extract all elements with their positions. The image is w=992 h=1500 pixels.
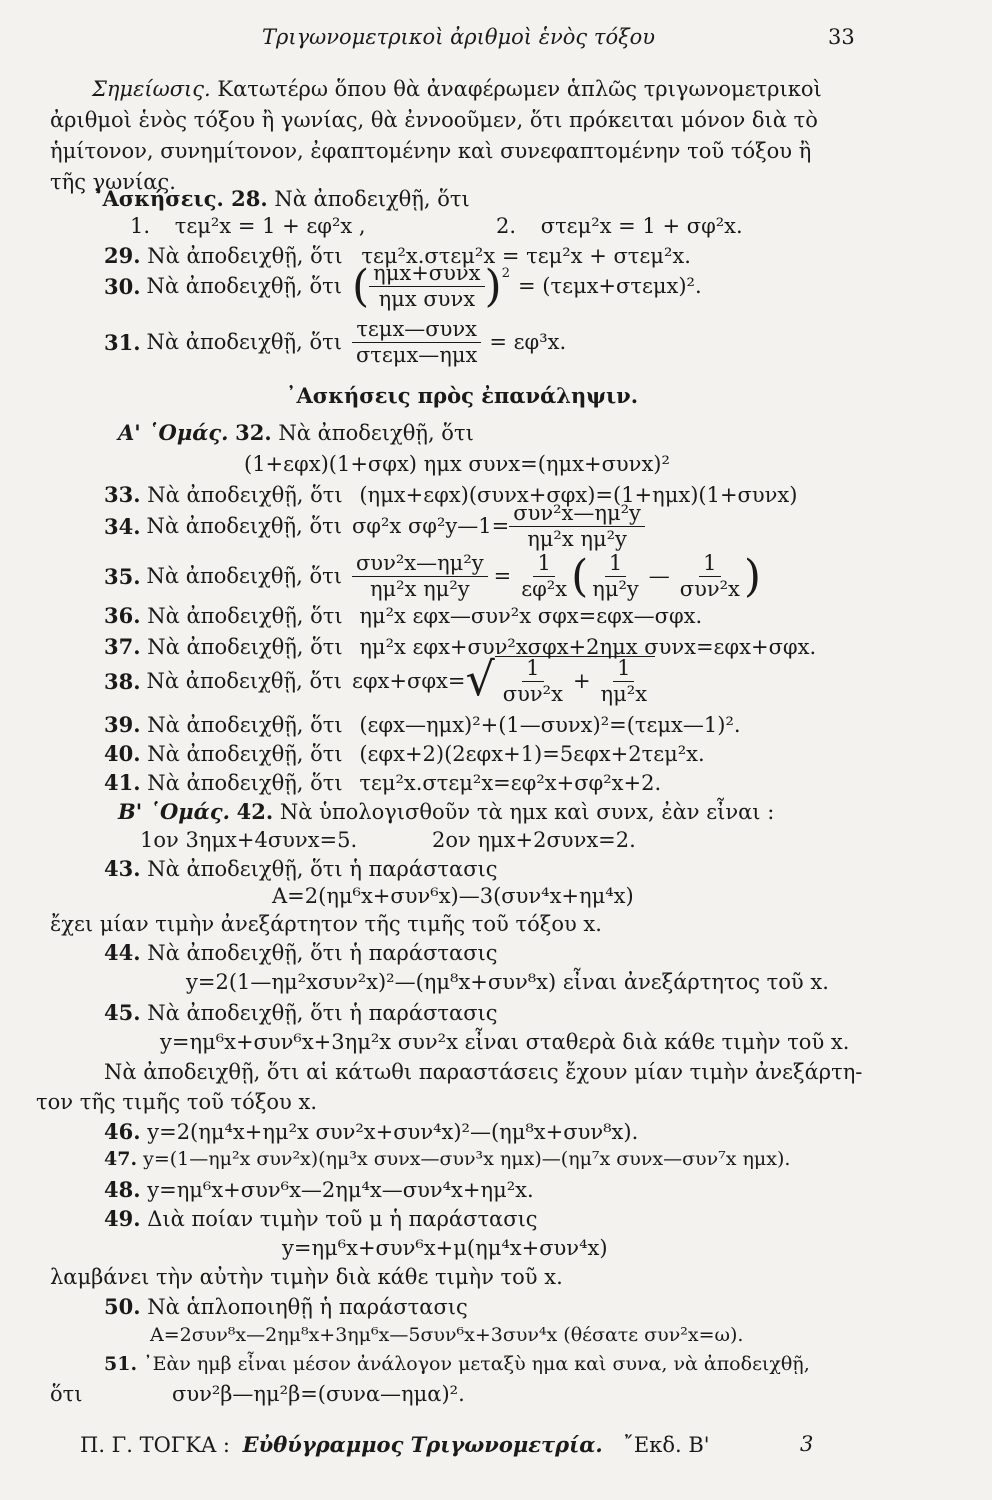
exercise-lhs: εφx+σφx= — [351, 668, 466, 693]
denominator: ημ²x ημ²y — [527, 527, 627, 552]
exercise-51-formula: συν²β—ημ²β=(συνα—ημα)². — [172, 1382, 465, 1406]
footer — [80, 1432, 710, 1458]
exercise-number: 33. — [104, 482, 141, 507]
numerator: ημx+συνx — [369, 262, 484, 287]
exercise-40 — [104, 741, 705, 767]
exercise-prove-text: Νὰ ἀποδειχθῇ, ὅτι — [147, 713, 343, 737]
exercise-number: 39. — [104, 712, 141, 737]
exercise-formula: (ημx+εφx)(συνx+σφx)=(1+ημx)(1+συνx) — [359, 483, 798, 507]
exercise-rhs: = (τεμx+στεμx)². — [517, 274, 702, 298]
exercise-prove-text: Νὰ ἀποδειχθῇ, ὅτι — [146, 274, 342, 298]
exercise-47 — [104, 1148, 790, 1171]
exercise-36 — [104, 603, 702, 629]
exercise-39 — [104, 712, 741, 738]
exercise-32-formula: (1+εφx)(1+σφx) ημx συνx=(ημx+συνx)² — [244, 452, 670, 476]
exercise-prove-text: Νὰ ἀποδειχθῇ, ὅτι — [147, 244, 343, 268]
exercise-51 — [104, 1353, 810, 1376]
radicand — [495, 656, 655, 706]
exercise-rhs: = εφ³x. — [489, 330, 567, 354]
exercise-28-2-num: 2. — [496, 214, 517, 238]
denominator: εφ²x — [521, 577, 568, 602]
exercise-number: 29. — [104, 243, 141, 268]
exercise-number: 48. — [104, 1177, 141, 1202]
equals-sign: = — [493, 564, 512, 588]
fraction — [352, 552, 488, 601]
exercise-formula: y=(1—ημ²x συν²x)(ημ³x συνx—συν³x ημx)—(ημ⁷x συνx—συν⁷x ημx). — [143, 1148, 791, 1170]
exercise-50 — [104, 1294, 468, 1320]
exercise-50-formula: Α=2συν⁸x—2ημ⁸x+3ημ⁶x—5συν⁶x+3συν⁴x (θέσατε συν²x=ω). — [150, 1324, 744, 1346]
numerator: 1 — [605, 552, 626, 577]
fraction — [517, 552, 571, 601]
exercise-35 — [104, 552, 761, 601]
right-paren: ) — [743, 550, 762, 602]
exercise-number: 31. — [104, 330, 141, 355]
numerator: 1 — [522, 657, 543, 682]
exercise-30 — [104, 262, 702, 311]
page-number: 33 — [828, 25, 855, 49]
right-paren: ) — [484, 260, 502, 312]
fraction — [352, 318, 481, 367]
exercise-number: 36. — [104, 603, 141, 628]
exercise-number: 44. — [104, 940, 141, 965]
exercise-prove-text: Νὰ ἀποδειχθῇ, ὅτι — [278, 421, 474, 445]
exercise-number: 42. — [236, 799, 274, 824]
exercise-prove-text: Νὰ ἀποδειχθῇ, ὅτι — [147, 483, 343, 507]
exercise-28-1-formula: τεμ²x = 1 + εφ²x , — [174, 214, 366, 238]
exercise-42-case-1: 1ον 3ημx+4συνx=5. — [140, 828, 358, 852]
fraction — [588, 552, 643, 601]
group-b-label: Β' ῾Ομάς. — [118, 799, 230, 824]
exercise-28-2-formula: στεμ²x = 1 + σφ²x. — [540, 214, 743, 238]
footer-edition: ῎Εκδ. Β' — [623, 1433, 710, 1457]
fraction — [509, 502, 645, 551]
exercise-number: 34. — [104, 514, 141, 539]
exercise-number: 30. — [104, 274, 141, 299]
note-line-4: τῆς γωνίας. — [50, 170, 176, 194]
exercise-formula: τεμ²x.στεμ²x=εφ²x+σφ²x+2. — [359, 771, 662, 795]
square-root — [465, 652, 655, 707]
exercise-43 — [104, 856, 498, 882]
numerator: συν²x—ημ²y — [509, 502, 645, 527]
denominator: ημ²y — [592, 577, 639, 602]
exercise-text: ᾿Εὰν ημβ εἶναι μέσον ἀνάλογον μεταξὺ ημα καὶ συνα, νὰ ἀποδειχθῇ, — [143, 1353, 810, 1375]
exercise-text: Νὰ ἀποδειχθῇ, ὅτι ἡ παράστασις — [147, 857, 498, 881]
denominator: στεμx—ημx — [355, 343, 478, 368]
exercise-formula: y=ημ⁶x+συν⁶x—2ημ⁴x—συν⁴x+ημ²x. — [147, 1178, 534, 1202]
exercise-42-case-2: 2ον ημx+2συνx=2. — [432, 828, 636, 852]
exercise-number: 46. — [104, 1119, 141, 1144]
minus-sign: — — [648, 564, 670, 588]
exponent: 2 — [501, 266, 510, 281]
exercise-prove-text: Νὰ ἀποδειχθῇ, ὅτι — [146, 668, 342, 693]
numerator: τεμx—συνx — [352, 318, 481, 343]
exercise-number: 35. — [104, 564, 141, 589]
exercise-48 — [104, 1177, 534, 1203]
exercise-number: 32. — [235, 420, 272, 445]
group-a-label: Α' ῾Ομάς. — [118, 420, 229, 445]
fraction — [499, 657, 567, 706]
exercise-number: 40. — [104, 741, 141, 766]
exercise-formula: τεμ²x.στεμ²x = τεμ²x + στεμ²x. — [361, 244, 691, 268]
exercise-44 — [104, 940, 498, 966]
exercise-number: 37. — [104, 634, 141, 659]
exercise-formula: (εφx+2)(2εφx+1)=5εφx+2τεμ²x. — [359, 742, 705, 766]
exercise-45 — [104, 1000, 498, 1026]
fraction — [369, 262, 484, 311]
exercise-41 — [104, 770, 661, 796]
exercises-label: ᾿Ασκήσεις. 28. — [92, 186, 268, 211]
exercise-32 — [118, 420, 474, 446]
denominator: συν²x — [502, 682, 563, 707]
exercise-51-oti: ὅτι — [50, 1382, 83, 1406]
note-text-1: Κατωτέρω ὅπου θὰ ἀναφέρωμεν ἁπλῶς τριγωνομετρικοὶ — [217, 77, 822, 101]
exercise-34 — [104, 502, 645, 551]
exercise-prove-text: Νὰ ἀποδειχθῇ, ὅτι — [146, 514, 342, 538]
exercise-prove-text: Νὰ ἀποδειχθῇ, ὅτι — [146, 330, 342, 354]
denominator: ημ²x — [600, 682, 648, 707]
exercise-43-continuation: ἔχει μίαν τιμὴν ἀνεξάρτητον τῆς τιμῆς τοῦ τόξου x. — [50, 912, 602, 936]
exercise-number: 47. — [104, 1148, 138, 1170]
exercise-38 — [104, 652, 655, 707]
exercise-49-formula: y=ημ⁶x+συν⁶x+μ(ημ⁴x+συν⁴x) — [282, 1236, 608, 1260]
exercise-formula: ημ²x εφx—συν²x σφx=εφx—σφx. — [359, 604, 703, 628]
exercise-28-1-num: 1. — [130, 214, 151, 238]
review-heading: ᾿Ασκήσεις πρὸς ἐπανάληψιν. — [286, 383, 639, 408]
exercise-number: 45. — [104, 1000, 141, 1025]
exercise-prove-text: Νὰ ἀποδειχθῇ, ὅτι — [147, 742, 343, 766]
exercise-number: 49. — [104, 1206, 141, 1231]
left-paren: ( — [351, 260, 370, 312]
exercise-text: Νὰ ἀποδειχθῇ, ὅτι ἡ παράστασις — [147, 941, 498, 965]
exercise-prove-text: Νὰ ἀποδειχθῇ, ὅτι — [147, 635, 343, 659]
exercise-text: Νὰ ἀποδειχθῇ, ὅτι ἡ παράστασις — [147, 1001, 498, 1025]
exercise-text: Νὰ ἁπλοποιηθῇ ἡ παράστασις — [147, 1295, 468, 1319]
exercise-number: 50. — [104, 1294, 141, 1319]
exercise-prove-text: Νὰ ἀποδειχθῇ, ὅτι — [147, 771, 343, 795]
note-label: Σημείωσις. — [92, 77, 211, 101]
denominator: συν²x — [679, 577, 740, 602]
exercise-formula: y=2(ημ⁴x+ημ²x συν²x+συν⁴x)²—(ημ⁸x+συν⁸x). — [147, 1120, 639, 1144]
exercise-49-continuation: λαμβάνει τὴν αὐτὴν τιμὴν διὰ κάθε τιμὴν τοῦ x. — [50, 1265, 563, 1289]
paragraph-line-2: τον τῆς τιμῆς τοῦ τόξου x. — [36, 1090, 317, 1114]
exercise-44-formula: y=2(1—ημ²xσυν²x)²—(ημ⁸x+συν⁸x) εἶναι ἀνεξάρτητος τοῦ x. — [186, 970, 829, 994]
exercise-formula: (εφx—ημx)²+(1—συνx)²=(τεμx—1)². — [359, 713, 741, 737]
denominator: ημx συνx — [378, 287, 476, 312]
exercise-lhs: σφ²x σφ²y—1= — [351, 514, 510, 538]
exercise-28-1 — [130, 214, 366, 239]
exercise-prove-text: Νὰ ἀποδειχθῇ, ὅτι — [147, 604, 343, 628]
footer-sheet-number: 3 — [800, 1432, 814, 1456]
exercise-number: 51. — [104, 1353, 138, 1375]
paragraph-line-1: Νὰ ἀποδειχθῇ, ὅτι αἱ κάτωθι παραστάσεις ἔχουν μίαν τιμὴν ἀνεξάρτη- — [104, 1060, 863, 1084]
exercise-28-heading — [92, 186, 470, 212]
plus-sign: + — [572, 669, 591, 693]
exercise-45-formula: y=ημ⁶x+συν⁶x+3ημ²x συν²x εἶναι σταθερὰ διὰ κάθε τιμὴν τοῦ x. — [160, 1030, 850, 1054]
numerator: 1 — [533, 552, 554, 577]
radical-sign: √ — [465, 652, 495, 706]
exercise-42 — [118, 799, 774, 825]
exercise-number: 38. — [104, 668, 141, 694]
exercise-prove-text: Νὰ ἀποδειχθῇ, ὅτι — [274, 187, 470, 211]
footer-author: Π. Γ. ΤΟΓΚΑ : — [80, 1433, 230, 1457]
exercise-46 — [104, 1119, 638, 1145]
exercise-text: Νὰ ὑπολογισθοῦν τὰ ημx καὶ συνx, ἐὰν εἶναι : — [279, 800, 775, 824]
numerator: 1 — [699, 552, 720, 577]
fraction — [597, 657, 652, 706]
left-paren: ( — [571, 550, 589, 602]
exercise-28-2 — [496, 214, 743, 239]
denominator: ημ²x ημ²y — [369, 577, 470, 602]
fraction — [676, 552, 744, 601]
footer-book-title: Εὐθύγραμμος Τριγωνομετρία. — [242, 1432, 603, 1457]
exercise-number: 41. — [104, 770, 141, 795]
exercise-43-formula: Α=2(ημ⁶x+συν⁶x)—3(συν⁴x+ημ⁴x) — [272, 884, 634, 908]
numerator: συν²x—ημ²y — [352, 552, 488, 577]
exercise-31 — [104, 318, 566, 367]
exercise-49 — [104, 1206, 538, 1232]
exercise-formula: ημ²x εφx+συν²xσφx+2ημx συνx=εφx+σφx. — [359, 635, 817, 659]
exercise-text: Διὰ ποίαν τιμὴν τοῦ μ ἡ παράστασις — [147, 1207, 538, 1231]
running-header-title: Τριγωνομετρικοὶ ἀριθμοὶ ἑνὸς τόξου — [262, 25, 656, 49]
note-line-1 — [92, 77, 822, 102]
note-line-2: ἀριθμοὶ ἑνὸς τόξου ἢ γωνίας, θὰ ἐννοοῦμεν, ὅτι πρόκειται μόνον διὰ τὸ — [50, 108, 818, 132]
exercise-number: 43. — [104, 856, 141, 881]
note-line-3: ἡμίτονον, συνημίτονον, ἐφαπτομένην καὶ συνεφαπτομένην τοῦ τόξου ἢ — [50, 139, 812, 163]
numerator: 1 — [613, 657, 634, 682]
exercise-prove-text: Νὰ ἀποδειχθῇ, ὅτι — [146, 564, 342, 588]
